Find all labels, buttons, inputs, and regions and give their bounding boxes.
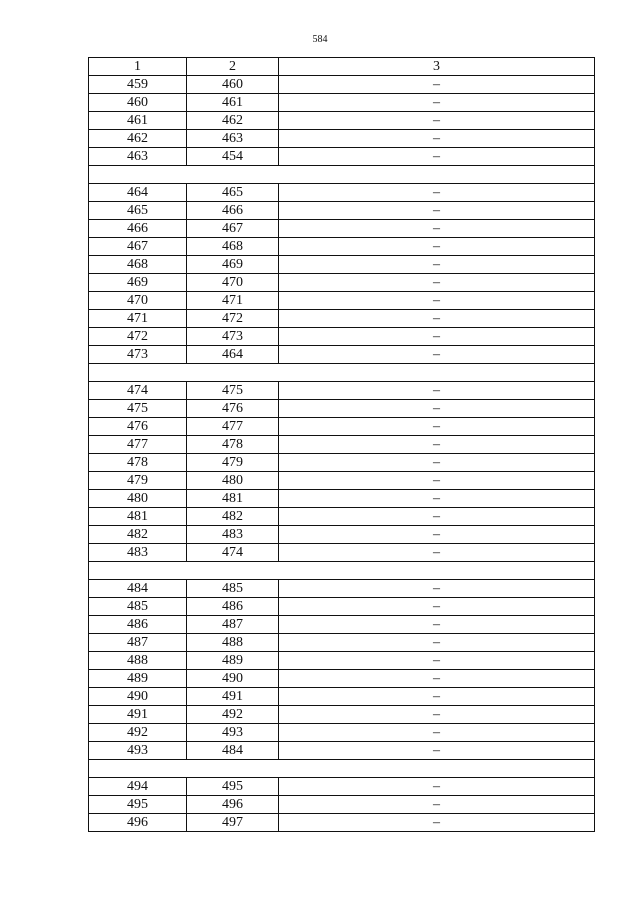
table-row (89, 418, 595, 436)
table-cell-col-2: 481 (187, 490, 279, 508)
table-row (89, 112, 595, 130)
table-cell-col-2: 480 (187, 472, 279, 490)
table-cell-col-2: 492 (187, 706, 279, 724)
table-cell-col-2: 488 (187, 634, 279, 652)
table-cell-col-2: 497 (187, 814, 279, 832)
table-row (89, 472, 595, 490)
table-cell-col-3: – (279, 436, 595, 454)
table-cell-col-1: 475 (89, 400, 187, 418)
table-row (89, 724, 595, 742)
table-cell-col-1: 465 (89, 202, 187, 220)
table-cell-col-2: 493 (187, 724, 279, 742)
column-header-2: 2 (187, 58, 279, 76)
table-row (89, 688, 595, 706)
table-cell-col-3: – (279, 742, 595, 760)
table-cell-col-2: 454 (187, 148, 279, 166)
data-table (88, 57, 595, 832)
table-cell-col-3: – (279, 526, 595, 544)
table-cell-col-3: – (279, 130, 595, 148)
table-cell-col-3: – (279, 112, 595, 130)
table-cell-col-2: 490 (187, 670, 279, 688)
separator-cell (89, 364, 595, 382)
table-row (89, 130, 595, 148)
table-cell-col-3: – (279, 184, 595, 202)
table-cell-col-3: – (279, 346, 595, 364)
table-cell-col-3: – (279, 256, 595, 274)
table-cell-col-2: 466 (187, 202, 279, 220)
table-row (89, 310, 595, 328)
table-row (89, 274, 595, 292)
table-cell-col-2: 478 (187, 436, 279, 454)
table-cell-col-3: – (279, 382, 595, 400)
table-cell-col-3: – (279, 418, 595, 436)
table-row (89, 400, 595, 418)
table-row (89, 346, 595, 364)
table-cell-col-2: 470 (187, 274, 279, 292)
table-cell-col-2: 485 (187, 580, 279, 598)
table-row (89, 202, 595, 220)
table-body (89, 58, 595, 832)
table-cell-col-3: – (279, 706, 595, 724)
table-cell-col-3: – (279, 508, 595, 526)
table-cell-col-2: 469 (187, 256, 279, 274)
table-row (89, 652, 595, 670)
table-cell-col-2: 475 (187, 382, 279, 400)
table-cell-col-2: 477 (187, 418, 279, 436)
table-cell-col-3: – (279, 292, 595, 310)
table-cell-col-3: – (279, 616, 595, 634)
table-cell-col-3: – (279, 472, 595, 490)
table-cell-col-3: – (279, 454, 595, 472)
table-cell-col-1: 476 (89, 418, 187, 436)
table-row (89, 148, 595, 166)
table-cell-col-3: – (279, 670, 595, 688)
table-row (89, 76, 595, 94)
table-cell-col-3: – (279, 796, 595, 814)
table-row (89, 742, 595, 760)
table-cell-col-1: 459 (89, 76, 187, 94)
table-row (89, 94, 595, 112)
table-row (89, 382, 595, 400)
table-cell-col-1: 467 (89, 238, 187, 256)
table-cell-col-3: – (279, 688, 595, 706)
table-row (89, 436, 595, 454)
table-cell-col-3: – (279, 274, 595, 292)
table-cell-col-2: 491 (187, 688, 279, 706)
table-cell-col-2: 489 (187, 652, 279, 670)
table-cell-col-1: 466 (89, 220, 187, 238)
table-cell-col-1: 490 (89, 688, 187, 706)
table-row (89, 544, 595, 562)
table-cell-col-1: 493 (89, 742, 187, 760)
table-cell-col-1: 489 (89, 670, 187, 688)
table-cell-col-3: – (279, 202, 595, 220)
group-separator-row (89, 364, 595, 382)
table-header-row (89, 58, 595, 76)
table-cell-col-1: 482 (89, 526, 187, 544)
table-cell-col-3: – (279, 328, 595, 346)
table-cell-col-1: 474 (89, 382, 187, 400)
table-cell-col-1: 496 (89, 814, 187, 832)
table-cell-col-3: – (279, 490, 595, 508)
table-row (89, 238, 595, 256)
table-cell-col-1: 472 (89, 328, 187, 346)
table-row (89, 580, 595, 598)
table-cell-col-3: – (279, 148, 595, 166)
table-cell-col-2: 486 (187, 598, 279, 616)
table-cell-col-3: – (279, 580, 595, 598)
separator-cell (89, 166, 595, 184)
table-cell-col-1: 483 (89, 544, 187, 562)
table-cell-col-2: 465 (187, 184, 279, 202)
table-cell-col-3: – (279, 400, 595, 418)
table-row (89, 634, 595, 652)
table-row (89, 220, 595, 238)
table-row (89, 706, 595, 724)
table-cell-col-2: 461 (187, 94, 279, 112)
table-cell-col-1: 464 (89, 184, 187, 202)
table-row (89, 796, 595, 814)
table-cell-col-3: – (279, 310, 595, 328)
table-cell-col-2: 472 (187, 310, 279, 328)
table-cell-col-2: 496 (187, 796, 279, 814)
group-separator-row (89, 760, 595, 778)
table-cell-col-3: – (279, 94, 595, 112)
table-cell-col-1: 478 (89, 454, 187, 472)
table-cell-col-3: – (279, 598, 595, 616)
table-cell-col-3: – (279, 778, 595, 796)
table-row (89, 616, 595, 634)
separator-cell (89, 760, 595, 778)
table-cell-col-2: 463 (187, 130, 279, 148)
table-row (89, 490, 595, 508)
table-cell-col-3: – (279, 238, 595, 256)
table-cell-col-1: 494 (89, 778, 187, 796)
table-cell-col-1: 470 (89, 292, 187, 310)
table-cell-col-1: 471 (89, 310, 187, 328)
table-cell-col-1: 485 (89, 598, 187, 616)
table-cell-col-3: – (279, 652, 595, 670)
table-cell-col-1: 477 (89, 436, 187, 454)
table-cell-col-2: 484 (187, 742, 279, 760)
table-cell-col-1: 486 (89, 616, 187, 634)
table-cell-col-3: – (279, 220, 595, 238)
table-cell-col-3: – (279, 544, 595, 562)
table-cell-col-1: 473 (89, 346, 187, 364)
table-cell-col-2: 464 (187, 346, 279, 364)
table-cell-col-2: 471 (187, 292, 279, 310)
table-cell-col-2: 487 (187, 616, 279, 634)
table-cell-col-2: 495 (187, 778, 279, 796)
table-cell-col-1: 469 (89, 274, 187, 292)
table-cell-col-1: 492 (89, 724, 187, 742)
separator-cell (89, 562, 595, 580)
table-row (89, 292, 595, 310)
table-cell-col-2: 462 (187, 112, 279, 130)
page-number: 584 (312, 34, 328, 45)
table-row (89, 778, 595, 796)
table-cell-col-2: 479 (187, 454, 279, 472)
column-header-3: 3 (279, 58, 595, 76)
table-cell-col-1: 495 (89, 796, 187, 814)
table-row (89, 508, 595, 526)
table-cell-col-1: 487 (89, 634, 187, 652)
table-cell-col-3: – (279, 76, 595, 94)
table-cell-col-3: – (279, 814, 595, 832)
table-cell-col-1: 481 (89, 508, 187, 526)
table-cell-col-2: 467 (187, 220, 279, 238)
table-cell-col-1: 484 (89, 580, 187, 598)
table-cell-col-1: 461 (89, 112, 187, 130)
table-row (89, 670, 595, 688)
table-cell-col-3: – (279, 634, 595, 652)
table-cell-col-1: 480 (89, 490, 187, 508)
group-separator-row (89, 562, 595, 580)
column-header-1: 1 (89, 58, 187, 76)
table-cell-col-1: 488 (89, 652, 187, 670)
table-cell-col-1: 463 (89, 148, 187, 166)
group-separator-row (89, 166, 595, 184)
table-row (89, 598, 595, 616)
table-row (89, 328, 595, 346)
table-cell-col-2: 474 (187, 544, 279, 562)
table-cell-col-2: 473 (187, 328, 279, 346)
table-cell-col-1: 462 (89, 130, 187, 148)
table-cell-col-2: 468 (187, 238, 279, 256)
table-cell-col-2: 460 (187, 76, 279, 94)
table-cell-col-2: 483 (187, 526, 279, 544)
table-cell-col-3: – (279, 724, 595, 742)
table-cell-col-1: 460 (89, 94, 187, 112)
table-row (89, 256, 595, 274)
table-cell-col-2: 482 (187, 508, 279, 526)
table-row (89, 454, 595, 472)
table-cell-col-1: 479 (89, 472, 187, 490)
table-cell-col-1: 468 (89, 256, 187, 274)
table-cell-col-1: 491 (89, 706, 187, 724)
table-row (89, 526, 595, 544)
table-row (89, 814, 595, 832)
table-row (89, 184, 595, 202)
table-cell-col-2: 476 (187, 400, 279, 418)
